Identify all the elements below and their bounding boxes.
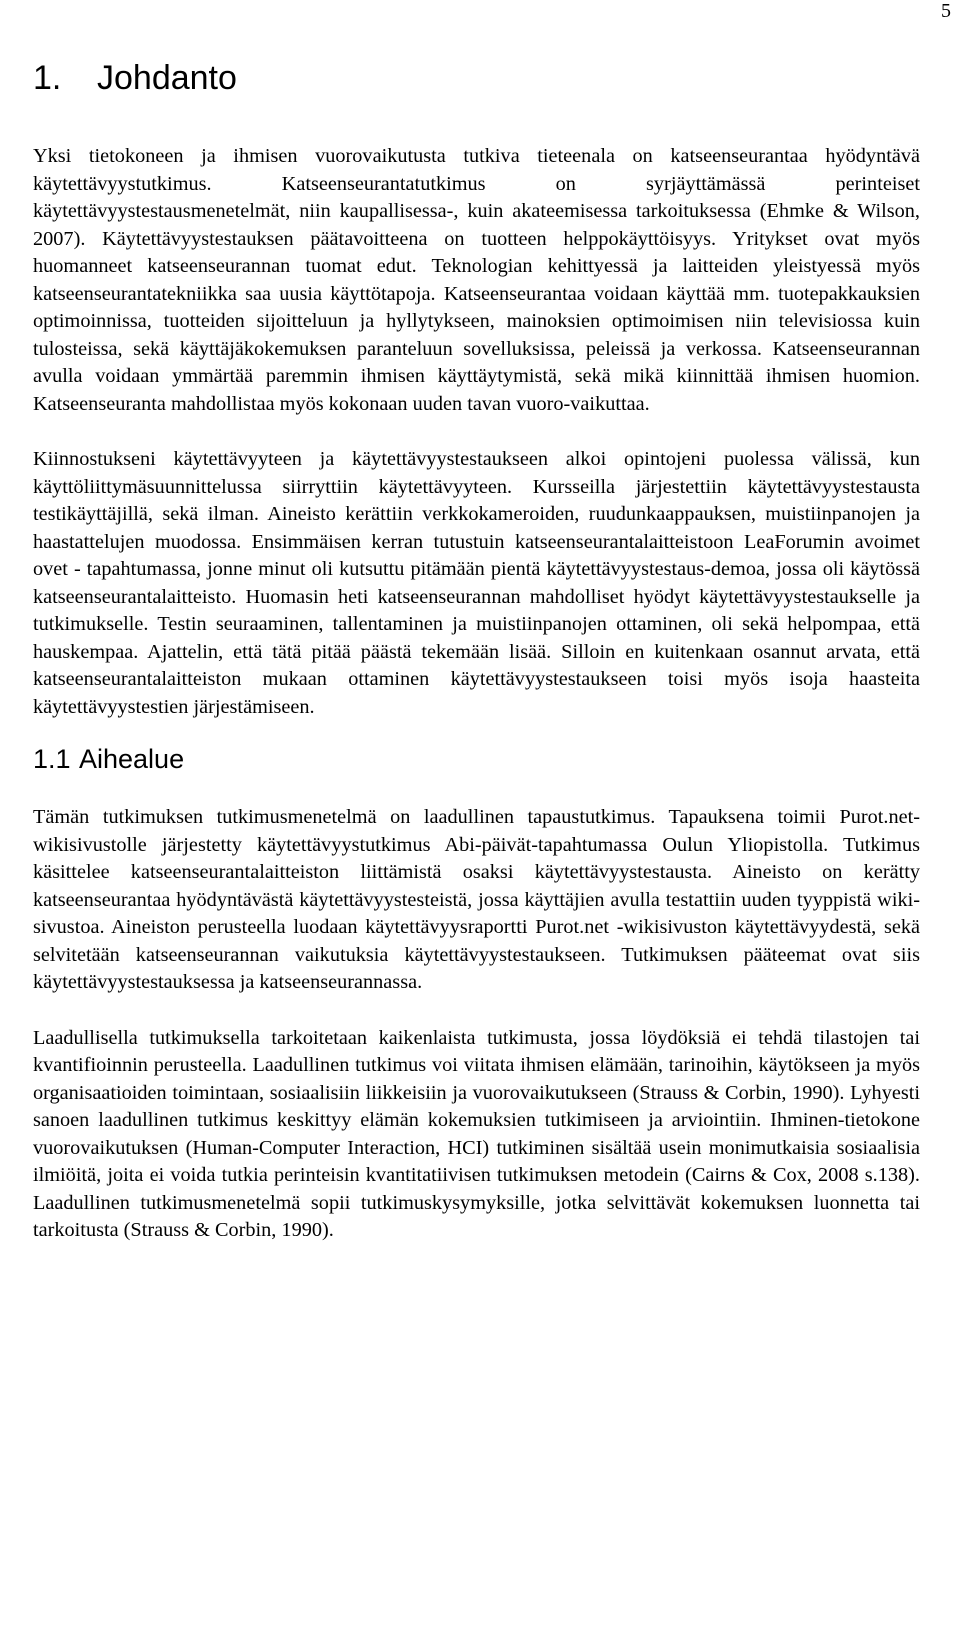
section-number: 1.1	[33, 744, 71, 774]
chapter-number: 1.	[33, 59, 62, 97]
paragraph-motivation: Kiinnostukseni käytettävyyteen ja käytettävyystestaukseen alkoi opintojeni puolessa välissä, kun käyttöliittymäsuunnittelussa siirryttiin käytettävyyteen. Kursseilla järjestettiin käytettävyystestausta testikäyttäjillä, sekä ilman. Aineisto kerättiin verkkokameroiden, ruudunkaappauksen, muistiinpanojen ja haastattelujen muodossa. Ensimmäisen kerran tutustuin katseenseurantalaitteistoon LeaForumin avoimet ovet - tapahtumassa, jonne minut oli kutsuttu pitämään pientä käytettävyystestaus-demoa, jossa oli käytössä katseenseurantalaitteisto. Huomasin heti katseenseurannan mahdolliset hyödyt käytettävyystestaukselle ja tutkimukselle. Testin seuraaminen, tallentaminen ja muistiinpanojen ottaminen, oli sekä helpompaa, että hauskempaa. Ajattelin, että tätä pitää päästä tekemään lisää. Silloin en kuitenkaan osannut arvata, että katseenseurantalaitteiston mukaan ottaminen käytettävyystestaukseen toisi myös isoja haasteita käytettävyystestien järjestämiseen.	[33, 448, 920, 718]
page-number: 5	[941, 0, 951, 22]
section-title: Aihealue	[79, 744, 185, 774]
paragraph-qualitative: Laadullisella tutkimuksella tarkoitetaan kaikenlaista tutkimusta, jossa löydöksiä ei tehdä tilastojen tai kvantifioinnin perusteella. Laadullinen tutkimus voi viitata ihmisen elämään, tarinoihin, käytökseen ja myös organisaatioiden toimintaan, sosiaalisiin liikkeisiin ja vuorovaikutukseen (Strauss & Corbin, 1990). Lyhyesti sanoen laadullinen tutkimus keskittyy elämän kokemuksien tutkimiseen ja arviointiin. Ihminen-tietokone vuorovaikutuksen (Human-Computer Interaction, HCI) tutkiminen sisältää usein monimutkaisia sosiaalisia ilmiöitä, joita ei voida tutkia perinteisin kvantitatiivisen tutkimuksen metodein (Cairns & Cox, 2008 s.138). Laadullinen tutkimusmenetelmä sopii tutkimuskysymyksille, jotka selvittävät kokemuksen luonnetta tai tarkoitusta (Strauss & Corbin, 1990).	[33, 1026, 920, 1241]
paragraph-method: Tämän tutkimuksen tutkimusmenetelmä on laadullinen tapaustutkimus. Tapauksena toimii Purot.net-wikisivustolle järjestetty käytettävyystutkimus Abi-päivät-tapahtumassa Oulun Yliopistolla. Tutkimus käsittelee katseenseurantalaitteiston liittämistä osaksi käytettävyystestausta. Aineisto on kerätty katseenseurantaa hyödyntävästä käytettävyystesteistä, jossa käyttäjien avulla testattiin uuden tyyppistä wiki-sivustoa. Aineiston perusteella luodaan käytettävyysraportti Purot.net -wikisivuston käytettävyydestä, sekä selvitetään katseenseurannan vaikutuksia käytettävyystestaukseen. Tutkimuksen pääteemat ovat siis käytettävyystestauksessa ja katseenseurannassa.	[33, 806, 920, 993]
paragraph-intro: Yksi tietokoneen ja ihmisen vuorovaikutusta tutkiva tieteenala on katseenseurantaa hyödyntävä käytettävyystutkimus. Katseenseurantatutkimus on syrjäyttämässä perinteiset käytettävyystestausmenetelmät, niin kaupallisessa-, kuin akateemisessa tarkoituksessa (Ehmke & Wilson, 2007). Käytettävyystestauksen päätavoitteena on tuotteen helppokäyttöisyys. Yritykset ovat myös huomanneet katseenseurannan tuomat edut. Teknologian kehittyessä ja laitteiden yleistyessä myös katseenseurantatekniikka saa uusia käyttötapoja. Katseenseurantaa voidaan käyttää mm. tuotepakkauksien optimoinnissa, tuotteiden sijoitteluun ja hyllytykseen, mainoksien optimoimisen niin televisiossa kuin tulosteissa, sekä käyttäjäkokemuksen paranteluun sovelluksissa, peleissä ja verkossa. Katseenseurannan avulla voidaan ymmärtää paremmin ihmisen käyttäytymistä, sekä mikä kiinnittää ihmisen huomion. Katseenseuranta mahdollistaa myös kokonaan uuden tavan vuoro-vaikuttaa.	[33, 145, 920, 415]
chapter-title: Johdanto	[97, 59, 237, 97]
page-content	[33, 0, 920, 1245]
section-heading	[33, 743, 920, 775]
chapter-heading	[33, 58, 920, 98]
